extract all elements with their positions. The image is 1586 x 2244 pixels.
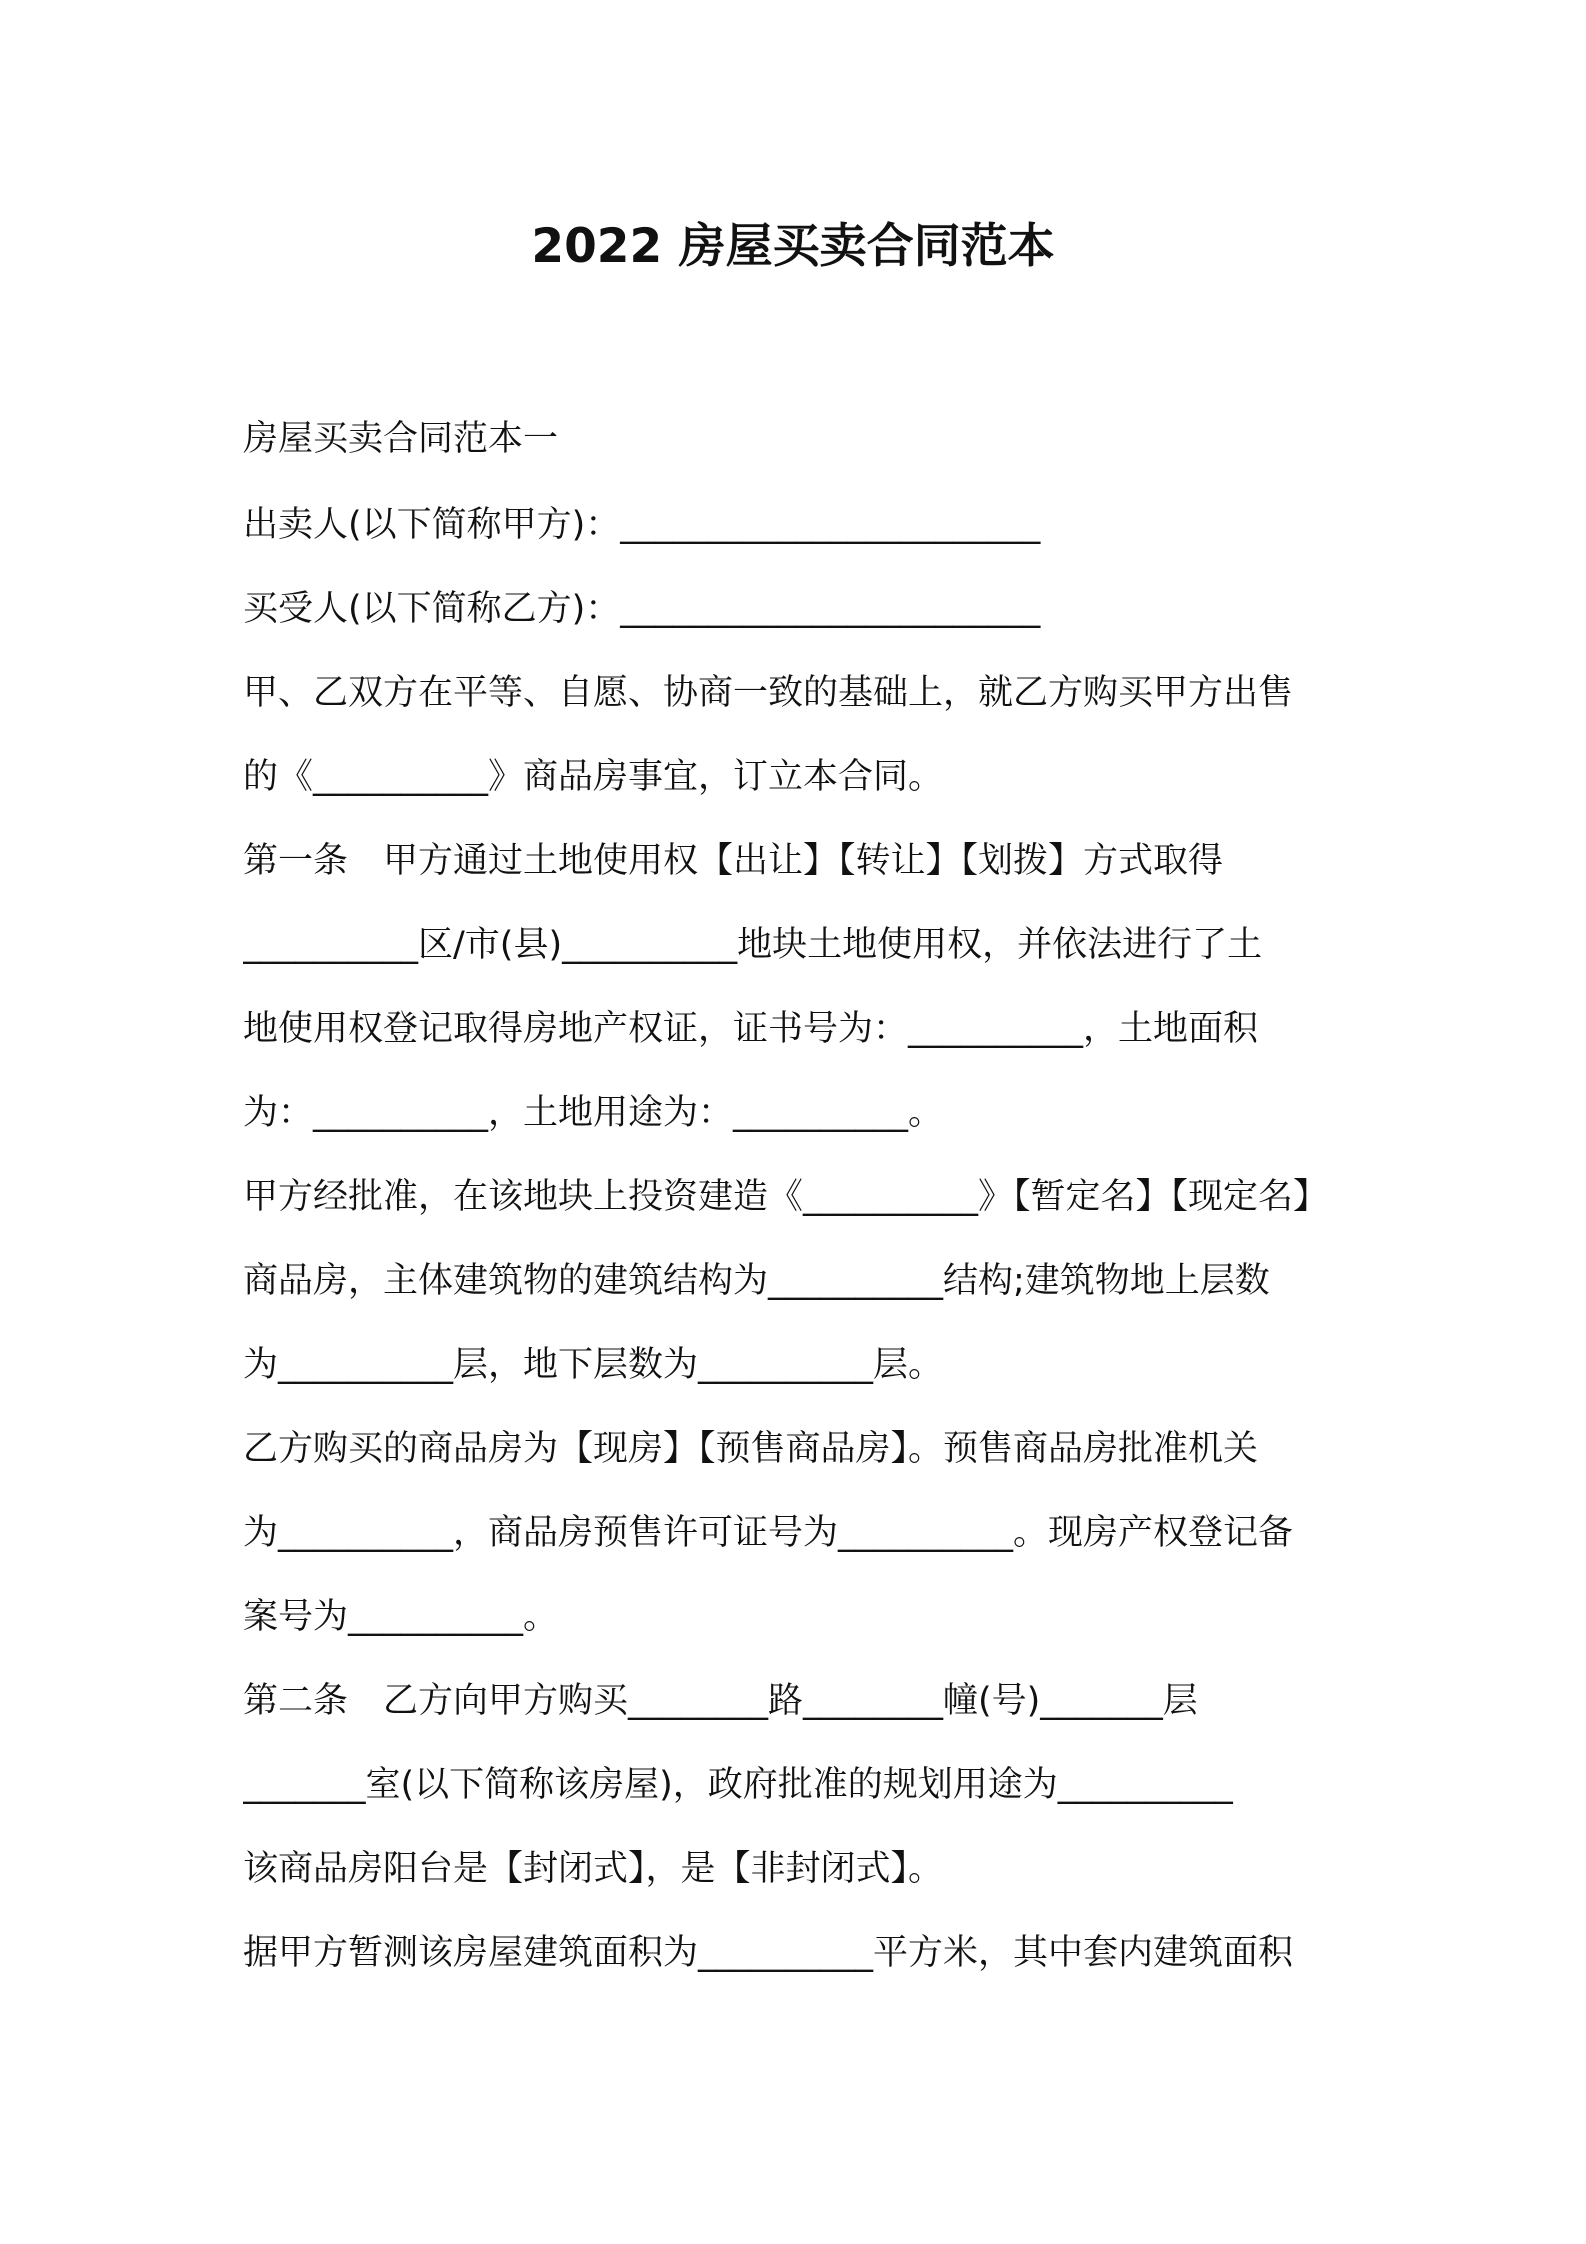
body-line: 甲、乙双方在平等、自愿、协商一致的基础上，就乙方购买甲方出售 xyxy=(243,673,1294,713)
body-line: 据甲方暂测该房屋建筑面积为__________平方米，其中套内建筑面积 xyxy=(243,1933,1294,1973)
body-line: 商品房，主体建筑物的建筑结构为__________结构;建筑物地上层数 xyxy=(243,1261,1270,1301)
body-line: 乙方购买的商品房为【现房】【预售商品房】。预售商品房批准机关 xyxy=(243,1429,1259,1469)
body-line: __________区/市(县)__________地块土地使用权，并依法进行了土 xyxy=(243,925,1263,965)
body-line: _______室(以下简称该房屋)，政府批准的规划用途为__________ xyxy=(243,1765,1233,1805)
body-line: 甲方经批准，在该地块上投资建造《__________》【暂定名】【现定名】 xyxy=(243,1177,1329,1217)
article-two-line: 第二条 乙方向甲方购买________路________幢(号)_______层 xyxy=(243,1681,1198,1721)
body-line: 为：__________，土地用途为：__________。 xyxy=(243,1093,944,1133)
section-heading: 房屋买卖合同范本一 xyxy=(243,419,559,459)
body-line: 的《__________》商品房事宜，订立本合同。 xyxy=(243,757,944,797)
body-line: 为__________层，地下层数为__________层。 xyxy=(243,1345,944,1385)
body-line: 案号为__________。 xyxy=(243,1597,559,1637)
article-one-line: 第一条 甲方通过土地使用权【出让】【转让】【划拨】方式取得 xyxy=(243,841,1224,881)
body-line: 地使用权登记取得房地产权证，证书号为：__________，土地面积 xyxy=(243,1009,1259,1049)
document-title: 2022 房屋买卖合同范本 xyxy=(531,219,1055,274)
body-line: 为__________，商品房预售许可证号为__________。现房产权登记备 xyxy=(243,1513,1294,1553)
seller-line: 出卖人(以下简称甲方)：________________________ xyxy=(243,505,1041,545)
buyer-line: 买受人(以下简称乙方)：________________________ xyxy=(243,589,1041,629)
body-line: 该商品房阳台是【封闭式】，是【非封闭式】。 xyxy=(243,1849,944,1889)
